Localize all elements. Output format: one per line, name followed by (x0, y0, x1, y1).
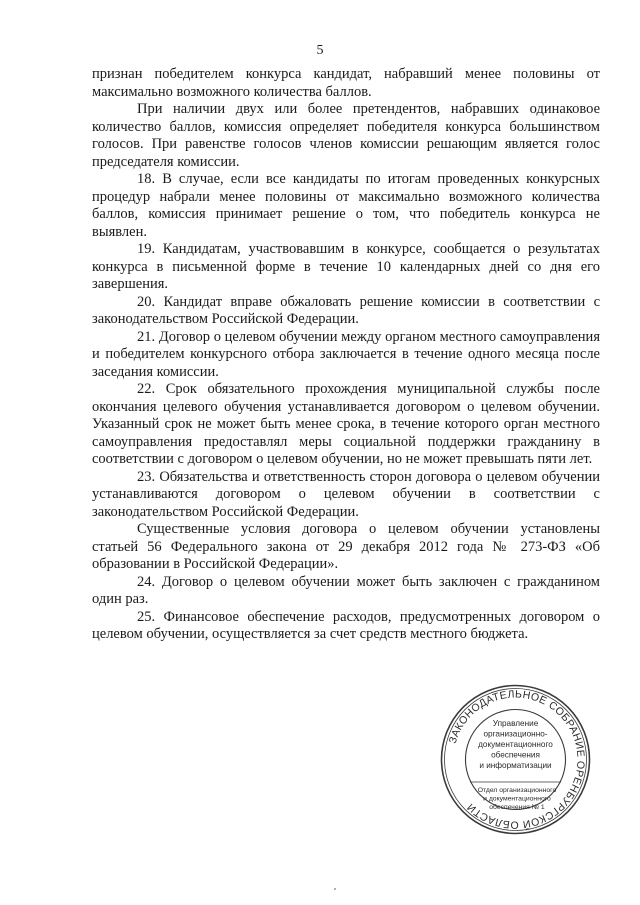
document-paragraph: 20. Кандидат вправе обжаловать решение комиссии в соответствии с законодательством Российской Федерации. (92, 293, 600, 327)
document-paragraph: 25. Финансовое обеспечение расходов, предусмотренных договором о целевом обучении, осуществляется за счет средств местного бюджета. (92, 608, 600, 642)
scan-speck (334, 888, 336, 890)
stamp-inner-text (478, 719, 553, 770)
document-paragraph: Существенные условия договора о целевом обучении установлены статьей 56 Федерального закона от 29 декабря 2012 года № 273-ФЗ «Об образовании в Российской Федерации». (92, 521, 600, 572)
document-body (92, 66, 600, 644)
document-paragraph: 24. Договор о целевом обучении может быть заключен с гражданином один раз. (92, 573, 600, 607)
document-paragraph: 19. Кандидатам, участвовавшим в конкурсе, сообщается о результатах конкурса в письменной форме в течение 10 календарных дней со дня его завершения. (92, 241, 600, 292)
stamp-department-text (478, 787, 557, 811)
document-paragraph: 23. Обязательства и ответственность сторон договора о целевом обучении устанавливаются договором о целевом обучении в соответствии с законодательством Российской Федерации. (92, 468, 600, 520)
stamp-ring-text: ЗАКОНОДАТЕЛЬНОЕ СОБРАНИЕ ОРЕНБУРГСКОЙ ОБЛАСТИ (446, 688, 587, 831)
stamp-dept-line: Отдел организационного (477, 787, 557, 794)
stamp-inner-line: Управление (492, 719, 539, 728)
document-paragraph: 21. Договор о целевом обучении между органом местного самоуправления и победителем конкурсного отбора заключается в течение одного месяца после заседания комиссии. (92, 328, 600, 380)
page-number: 5 (316, 43, 324, 58)
document-paragraph: 22. Срок обязательного прохождения муниципальной службы после окончания целевого обучения устанавливается договором о целевом обучении. Указанный срок не может быть менее срока, в течение которого орган местного самоуправления предоставлял меры социальной поддержки гражданину в соответствии с договором о целевом обучении, но не может превышать пяти лет. (92, 381, 600, 467)
document-paragraph: При наличии двух или более претендентов, набравших одинаковое количество баллов, комиссия определяет победителя конкурса большинством голосов. При равенстве голосов членов комиссии решающим является голос председателя комиссии. (92, 101, 600, 170)
official-stamp (438, 682, 593, 837)
document-paragraph: 18. В случае, если все кандидаты по итогам проведенных конкурсных процедур набрали менее половины от максимально возможного количества баллов, комиссия принимает решение о том, что победитель конкурса не выявлен. (92, 171, 600, 240)
stamp-inner-line: организационно- (483, 729, 548, 739)
stamp-inner-line: обеспечения (491, 750, 540, 760)
document-paragraph: признан победителем конкурса кандидат, набравший менее половины от максимально возможного количества баллов. (92, 66, 600, 100)
stamp-seal-icon (438, 682, 593, 837)
stamp-inner-line: и информатизации (479, 761, 552, 770)
stamp-inner-line: документационного (478, 740, 553, 749)
stamp-dept-line: обеспечения № 1 (489, 804, 545, 811)
stamp-dept-line: и документационного (483, 795, 551, 803)
